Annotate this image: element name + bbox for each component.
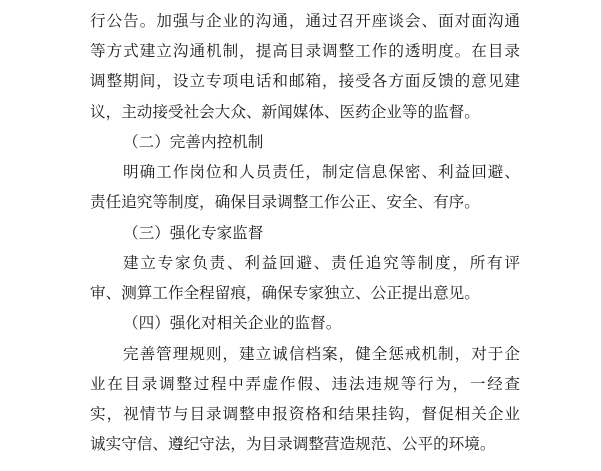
section-2-line-2: 责任追究等制度，确保目录调整工作公正、安全、有序。 <box>90 193 480 211</box>
section-4-line-3: 实，视情节与目录调整申报资格和结果挂钩，督促相关企业 <box>90 405 520 423</box>
paragraph-1-line-1: 行公告。加强与企业的沟通，通过召开座谈会、面对面沟通 <box>90 12 520 30</box>
section-2-heading: （二）完善内控机制 <box>123 133 264 151</box>
section-3-line-2: 审、测算工作全程留痕，确保专家独立、公正提出意见。 <box>90 284 480 302</box>
paragraph-1-line-3: 调整期间，设立专项电话和邮箱，接受各方面反馈的意见建 <box>90 72 520 90</box>
paragraph-1-line-4: 议，主动接受社会大众、新闻媒体、医药企业等的监督。 <box>90 103 480 121</box>
section-4-line-2: 业在目录调整过程中弄虚作假、违法违规等行为，一经查 <box>90 375 520 393</box>
section-4-heading: （四）强化对相关企业的监督。 <box>123 314 342 332</box>
section-4-line-1: 完善管理规则，建立诚信档案，健全惩戒机制，对于企 <box>123 345 520 363</box>
section-4-line-4: 诚实守信、遵纪守法，为目录调整营造规范、公平的环境。 <box>90 435 496 453</box>
section-3-line-1: 建立专家负责、利益回避、责任追究等制度，所有评 <box>123 254 520 272</box>
section-2-line-1: 明确工作岗位和人员责任，制定信息保密、利益回避、 <box>123 163 520 181</box>
paragraph-1-line-2: 等方式建立沟通机制，提高目录调整工作的透明度。在目录 <box>90 42 520 60</box>
section-3-heading: （三）强化专家监督 <box>123 224 264 242</box>
